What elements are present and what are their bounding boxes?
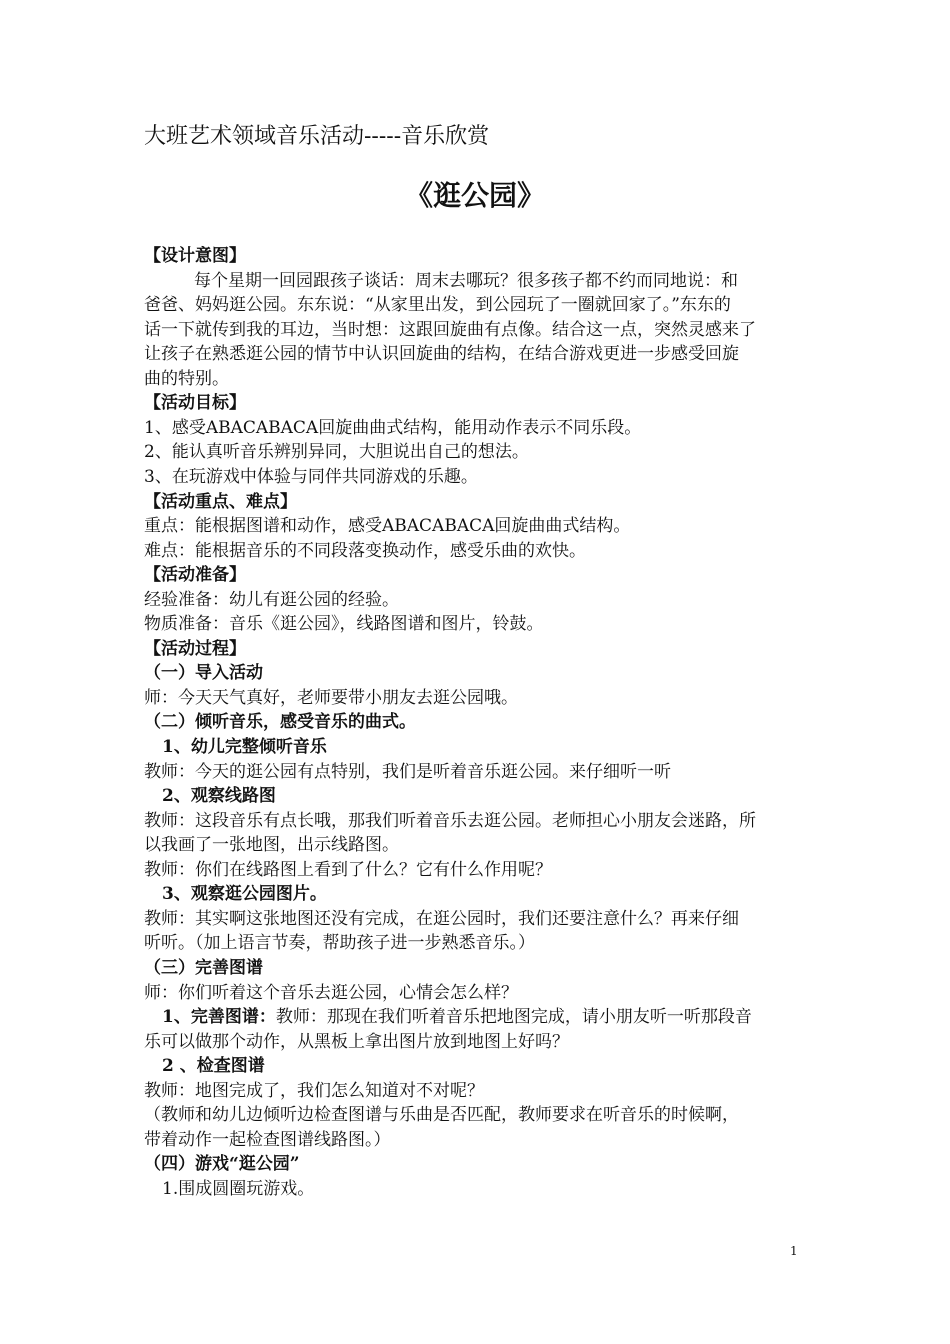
body-line bbox=[162, 1005, 832, 1030]
section-heading: 2、观察线路图 bbox=[162, 786, 276, 807]
section-heading: （二）倾听音乐，感受音乐的曲式。 bbox=[144, 712, 416, 733]
body-line: 师：今天天气真好，老师要带小朋友去逛公园哦。 bbox=[144, 687, 518, 708]
body-line: 教师：这段音乐有点长哦，那我们听着音乐去逛公园。老师担心小朋友会迷路，所 bbox=[144, 810, 756, 831]
section-heading: 【活动目标】 bbox=[144, 393, 246, 414]
body-line: 师：你们听着这个音乐去逛公园，心情会怎么样？ bbox=[144, 982, 518, 1003]
section-heading: 2 、检查图谱 bbox=[162, 1056, 265, 1077]
section-heading: 【活动准备】 bbox=[144, 565, 246, 586]
body-line: 教师：地图完成了，我们怎么知道对不对呢？ bbox=[144, 1080, 484, 1101]
body-line: 重点：能根据图谱和动作，感受ABACABACA回旋曲曲式结构。 bbox=[144, 516, 631, 537]
body-line: 3、在玩游戏中体验与同伴共同游戏的乐趣。 bbox=[144, 466, 478, 487]
body-line: 难点：能根据音乐的不同段落变换动作，感受乐曲的欢快。 bbox=[144, 540, 586, 561]
section-heading: （四）游戏“逛公园” bbox=[144, 1154, 300, 1175]
section-heading: 1、幼儿完整倾听音乐 bbox=[162, 737, 327, 757]
body-line: 带着动作一起检查图谱线路图。） bbox=[144, 1129, 391, 1150]
body-line: 以我画了一张地图，出示线路图。 bbox=[144, 835, 399, 856]
page-number: 1 bbox=[790, 1244, 798, 1258]
body-line: 物质准备：音乐《逛公园》，线路图谱和图片，铃鼓。 bbox=[144, 614, 544, 635]
body-line: 教师：你们在线路图上看到了什么？它有什么作用呢？ bbox=[144, 859, 552, 880]
section-heading: 3、观察逛公园图片。 bbox=[162, 884, 327, 905]
body-line: 让孩子在熟悉逛公园的情节中认识回旋曲的结构，在结合游戏更进一步感受回旋 bbox=[144, 344, 739, 365]
body-line: 1、感受ABACABACA回旋曲曲式结构，能用动作表示不同乐段。 bbox=[144, 417, 642, 438]
body-line: 每个星期一回园跟孩子谈话：周末去哪玩？很多孩子都不约而同地说：和 bbox=[194, 270, 738, 291]
body-line: 爸爸、妈妈逛公园。东东说：“从家里出发，到公园玩了一圈就回家了。”东东的 bbox=[144, 295, 731, 316]
body-line: （教师和幼儿边倾听边检查图谱与乐曲是否匹配，教师要求在听音乐的时候啊， bbox=[144, 1105, 739, 1126]
inline-text: 教师：那现在我们听着音乐把地图完成，请小朋友听一听那段音 bbox=[275, 1007, 752, 1028]
section-heading: 【设计意图】 bbox=[144, 246, 246, 266]
section-heading: （三）完善图谱 bbox=[144, 957, 263, 978]
body-line: 教师：今天的逛公园有点特别，我们是听着音乐逛公园。来仔细听一听 bbox=[144, 761, 671, 782]
section-heading: 【活动重点、难点】 bbox=[144, 491, 297, 512]
inline-heading: 1、完善图谱： bbox=[162, 1007, 276, 1028]
document-title: 《逛公园》 bbox=[404, 179, 545, 212]
body-line: 1.围成圆圈玩游戏。 bbox=[162, 1178, 315, 1199]
document-subtitle: 大班艺术领域音乐活动-----音乐欣赏 bbox=[144, 124, 490, 149]
section-heading: 【活动过程】 bbox=[144, 638, 246, 659]
body-line: 听听。（加上语言节奏，帮助孩子进一步熟悉音乐。） bbox=[144, 933, 535, 954]
body-line: 曲的特别。 bbox=[144, 368, 229, 389]
body-line: 话一下就传到我的耳边，当时想：这跟回旋曲有点像。结合这一点，突然灵感来了 bbox=[144, 319, 756, 340]
body-line: 乐可以做那个动作，从黑板上拿出图片放到地图上好吗？ bbox=[144, 1031, 569, 1052]
body-line: 2、能认真听音乐辨别异同，大胆说出自己的想法。 bbox=[144, 442, 529, 463]
section-heading: （一）导入活动 bbox=[144, 663, 263, 684]
body-line: 教师：其实啊这张地图还没有完成，在逛公园时，我们还要注意什么？再来仔细 bbox=[144, 908, 739, 929]
body-line: 经验准备：幼儿有逛公园的经验。 bbox=[144, 589, 399, 610]
